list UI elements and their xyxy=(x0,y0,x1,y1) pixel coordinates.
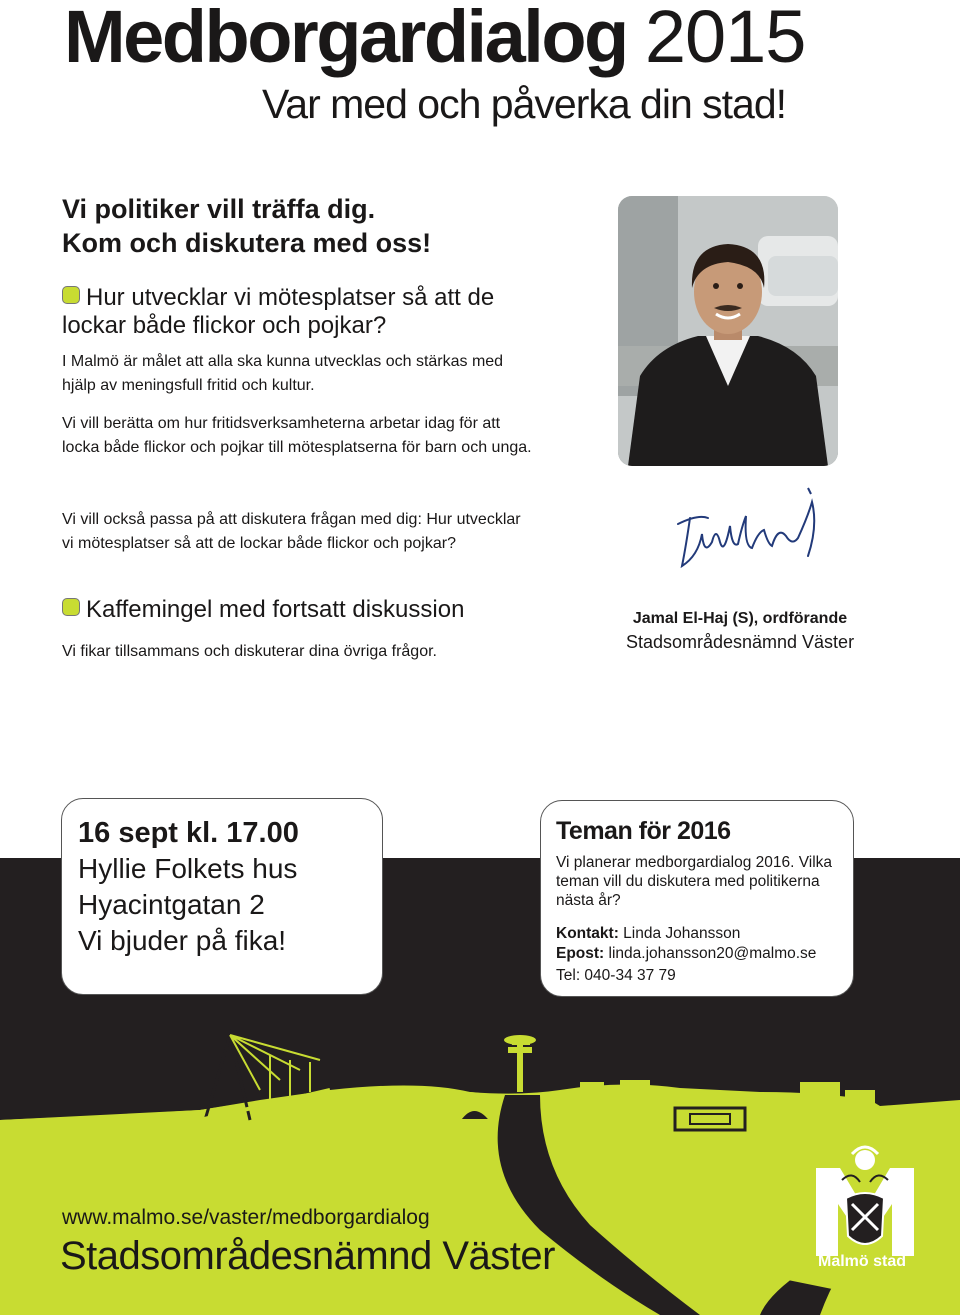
event-address: Hyacintgatan 2 xyxy=(78,889,265,920)
email-label: Epost: xyxy=(556,945,605,962)
section1-paragraph-1: I Malmö är målet att alla ska kunna utvecklas och stärkas med hjälp av meningsfull fritid och kultur. xyxy=(62,353,504,394)
section2-paragraph: Vi fikar tillsammans och diskuterar dina övriga frågor. xyxy=(62,643,437,660)
event-note: Vi bjuder på fika! xyxy=(78,925,287,956)
page-subtitle: Var med och påverka din stad! xyxy=(262,81,787,127)
intro-line-1: Vi politiker vill träffa dig. xyxy=(62,194,376,224)
signer-organization: Stadsområdesnämnd Väster xyxy=(625,632,855,652)
page-title xyxy=(64,0,806,78)
politician-photo xyxy=(618,196,838,466)
section2-heading-text: Kaffemingel med fortsatt diskussion xyxy=(86,596,465,623)
themes-title: Teman för 2016 xyxy=(556,817,731,845)
themes-text: Vi planerar medborgardialog 2016. Vilka teman vill du diskutera med politikerna nästa år? xyxy=(556,854,833,909)
themes-info-box xyxy=(540,800,854,997)
footer-organization: Stadsområdesnämnd Väster xyxy=(60,1234,555,1278)
event-date: 16 sept kl. 17.00 xyxy=(78,817,299,849)
title-year: 2015 xyxy=(644,0,806,78)
signer-name: Jamal El-Haj (S), ordförande xyxy=(632,610,848,627)
title-main: Medborgardialog xyxy=(64,0,627,78)
section1-paragraph-3: Vi vill också passa på att diskutera frågan med dig: Hur utvecklar vi mötesplatser så att de lockar både flickor och pojkar? xyxy=(62,511,521,552)
event-place: Hyllie Folkets hus xyxy=(78,853,298,884)
contact-label: Kontakt: xyxy=(556,925,619,942)
section1-paragraph-2: Vi vill berätta om hur fritidsverksamheterna arbetar idag för att locka både flickor och pojkar till mötesplatserna för barn och unga. xyxy=(62,415,532,456)
green-bullet-icon xyxy=(62,286,80,304)
malmo-stad-logo-text: Malmö stad xyxy=(817,1253,906,1270)
email-address[interactable]: linda.johansson20@malmo.se xyxy=(608,945,817,962)
section2-heading xyxy=(62,596,532,624)
phone-number: Tel: 040-34 37 79 xyxy=(556,967,676,984)
signature-image xyxy=(668,486,828,576)
contact-name: Linda Johansson xyxy=(623,925,741,942)
intro xyxy=(62,192,431,260)
footer-url-link[interactable]: www.malmo.se/vaster/medborgardialog xyxy=(62,1206,430,1229)
section1-heading xyxy=(62,284,532,340)
email-line xyxy=(556,944,853,964)
intro-line-2: Kom och diskutera med oss! xyxy=(62,228,432,258)
green-bullet-icon xyxy=(62,598,80,616)
contact-line xyxy=(556,924,853,944)
event-info-box xyxy=(61,798,383,995)
section1-heading-text: Hur utvecklar vi mötesplatser så att de lockar både flickor och pojkar? xyxy=(62,284,495,339)
